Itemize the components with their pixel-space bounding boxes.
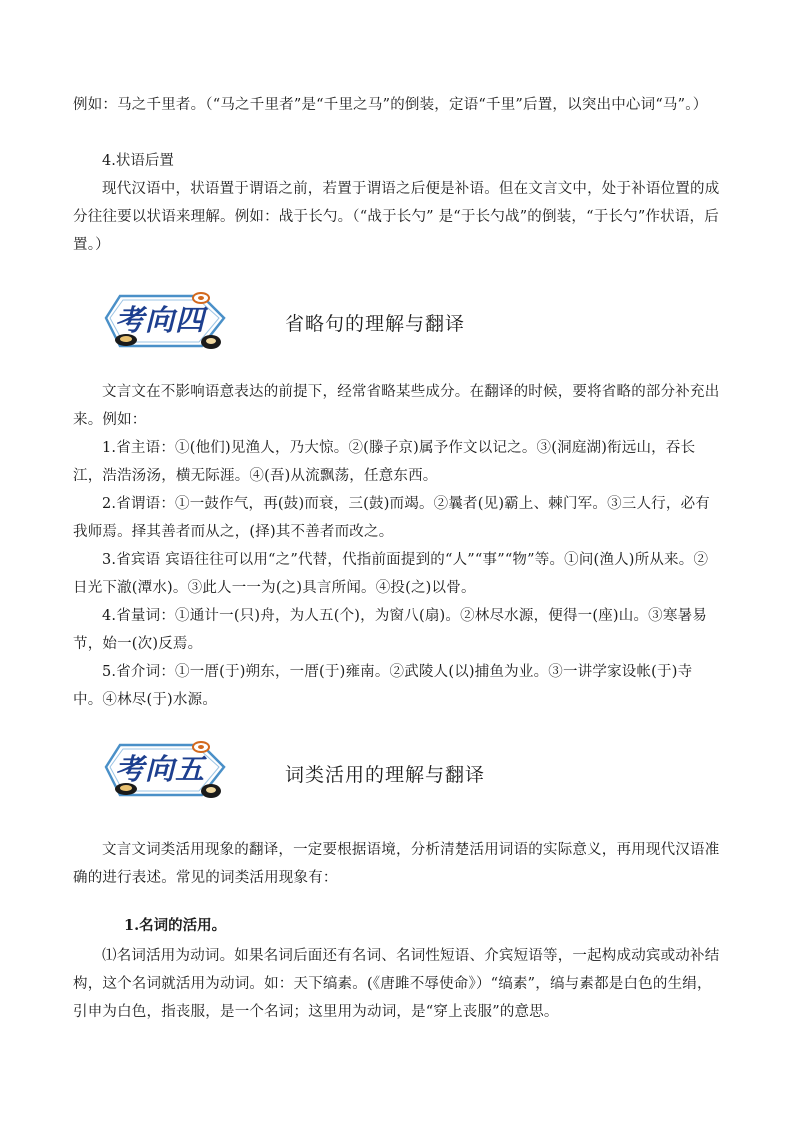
section-5-subheading: 1.名词的活用。 <box>124 917 227 934</box>
item-4-text: 现代汉语中，状语置于谓语之前，若置于谓语之后便是补语。但在文言文中，处于补语位置的成分往往要以状语来理解。例如：战于长勺。（“战于长勺” 是“于长勺战”的倒装，“于长勺”作状语，后置。） <box>73 181 720 253</box>
section-4-item-2: 2.省谓语：①一鼓作气，再(鼓)而衰，三(鼓)而竭。②曩者(见)霸上、棘门军。③三人行，必有我师焉。择其善者而从之，(择)其不善者而改之。 <box>73 496 710 540</box>
section-4-item-3: 3.省宾语 宾语往往可以用“之”代替，代指前面提到的“人”“事”“物”等。①问(渔人)所从来。②日光下澈(潭水)。③此人一一为(之)具言所闻。④投(之)以骨。 <box>73 552 709 596</box>
section-4-item-5: 5.省介词：①一厝(于)朔东，一厝(于)雍南。②武陵人(以)捕鱼为业。③一讲学家设帐(于)寺中。④林尽(于)水源。 <box>73 664 693 708</box>
section-5-subtext: ⑴名词活用为动词。如果名词后面还有名词、名词性短语、介宾短语等，一起构成动宾或动补结构，这个名词就活用为动词。如：天下缟素。(《唐雎不辱使命》）“缟素”，缟与素都是白色的生绢，引申为白色，指丧服，是一个名词；这里用为动词，是“穿上丧服”的意思。 <box>73 948 720 1020</box>
section-4-intro: 文言文在不影响语意表达的前提下，经常省略某些成分。在翻译的时候，要将省略的部分补充出来。例如： <box>73 384 720 428</box>
section-5-intro: 文言文词类活用现象的翻译，一定要根据语境，分析清楚活用词语的实际意义，再用现代汉语准确的进行表述。常见的词类活用现象有： <box>73 842 720 886</box>
item-4-label: 4.状语后置 <box>102 153 174 169</box>
section-4-title: 省略句的理解与翻译 <box>285 313 466 335</box>
example-paragraph: 例如：马之千里者。（“马之千里者”是“千里之马”的倒装，定语“千里”后置，以突出中心词“马”。） <box>73 97 708 113</box>
section-4-badge-text: 考向四 <box>114 303 205 337</box>
section-4-item-4: 4.省量词：①通计一(只)舟，为人五(个)，为窗八(扇)。②林尽水源，便得一(座)山。③寒暑易节，始一(次)反焉。 <box>73 608 707 652</box>
section-5-badge-text: 考向五 <box>114 752 205 786</box>
section-4-item-1: 1.省主语：①(他们)见渔人，乃大惊。②(滕子京)属予作文以记之。③(洞庭湖)衔远山，吞长江，浩浩汤汤，横无际涯。④(吾)从流飘荡，任意东西。 <box>73 440 696 484</box>
section-5-badge <box>98 737 238 809</box>
section-5-title: 词类活用的理解与翻译 <box>285 764 486 786</box>
section-4-badge <box>98 288 238 360</box>
